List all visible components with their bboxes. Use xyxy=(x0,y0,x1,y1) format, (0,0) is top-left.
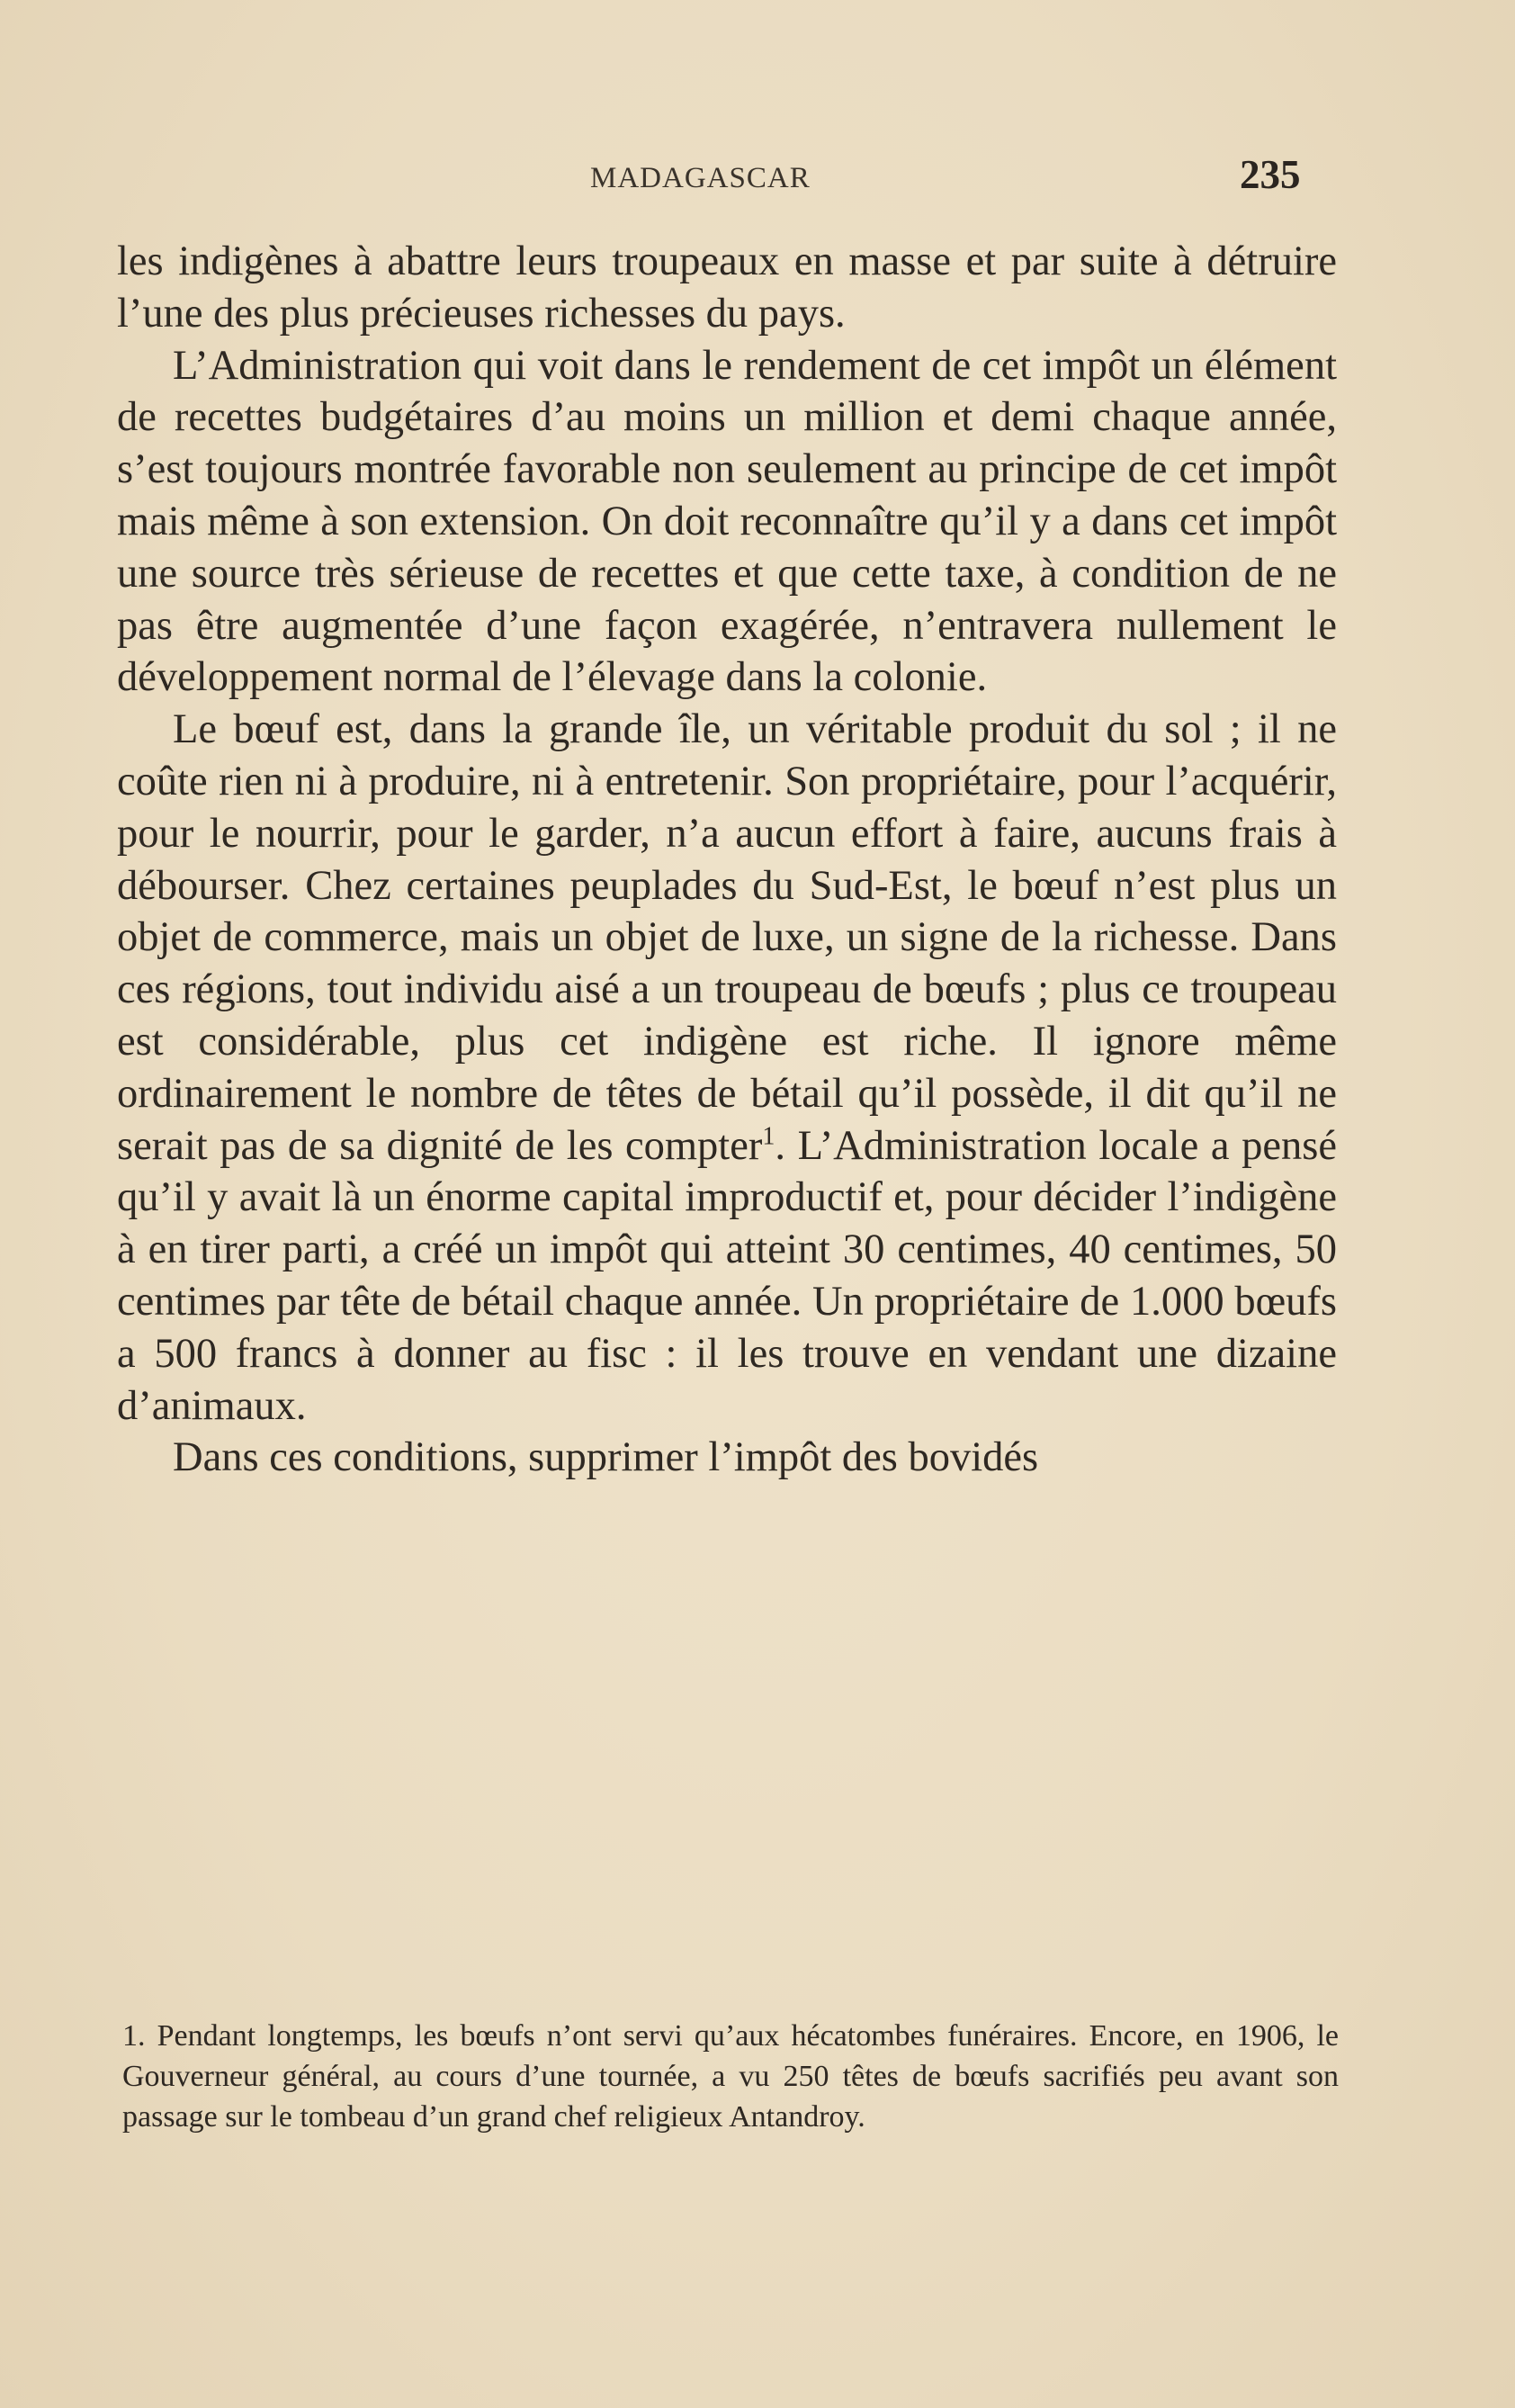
paragraph-conditions: Dans ces conditions, supprimer l’impôt des bovidés xyxy=(173,1434,1039,1481)
paragraph-continuation: les indigènes à abattre leurs troupeaux en masse et par suite à détruire l’une des plus précieuses richesses du pays. xyxy=(117,238,1337,337)
paragraph-boeuf xyxy=(117,704,1337,1432)
footnote-1: 1. Pendant longtemps, les bœufs n’ont servi qu’aux hécatombes funéraires. Encore, en 1906, le Gouverneur général, au cours d’une tournée, a vu 250 têtes de bœufs sacrifiés peu avant son passage sur le tombeau d’un grand chef religieux Antandroy. xyxy=(122,2019,1339,2134)
footnotes xyxy=(122,2016,1339,2137)
paragraph-administration: L’Administration qui voit dans le rendement de cet impôt un élément de recettes budgétaires d’au moins un million et demi chaque année, s’est toujours montrée favorable non seulement au principe de cet impôt mais même à son extension. On doit reconnaître qu’il y a dans cet impôt une source très sérieuse de recettes et que cette taxe, à condition de ne pas être augmentée d’une façon exagérée, n’entravera nullement le développement normal de l’élevage dans la colonie. xyxy=(117,342,1337,701)
footnote-reference: 1 xyxy=(762,1122,775,1151)
running-title: MADAGASCAR xyxy=(590,162,811,194)
footnote-reference-punctuation: . xyxy=(775,1122,785,1169)
body-text xyxy=(117,236,1337,1484)
running-head xyxy=(0,151,1515,205)
page-number: 235 xyxy=(1240,152,1301,197)
paragraph-boeuf-continued: L’Administration locale a pensé qu’il y avait là un énorme capital improductif et, pour décider l’indigène à en tirer parti, a créé un impôt qui atteint 30 centimes, 40 centimes, 50 centimes par tête de bétail chaque année. Un propriétaire de 1.000 bœufs a 500 francs à donner au fisc : il les trouve en vendant une dizaine d’animaux. xyxy=(117,1122,1337,1429)
paragraph-boeuf-text: Le bœuf est, dans la grande île, un véritable produit du sol ; il ne coûte rien ni à produire, ni à entretenir. Son propriétaire, pour l’acquérir, pour le nourrir, pour le garder, n’a aucun effort à faire, aucuns frais à débourser. Chez certaines peuplades du Sud-Est, le bœuf n’est plus un objet de commerce, mais un objet de luxe, un signe de la richesse. Dans ces régions, tout individu aisé a un troupeau de bœufs ; plus ce troupeau est considérable, plus cet indigène est riche. Il ignore même ordinairement le nombre de têtes de bétail qu’il possède, il dit qu’il ne serait pas de sa dignité de les compter xyxy=(117,706,1337,1169)
